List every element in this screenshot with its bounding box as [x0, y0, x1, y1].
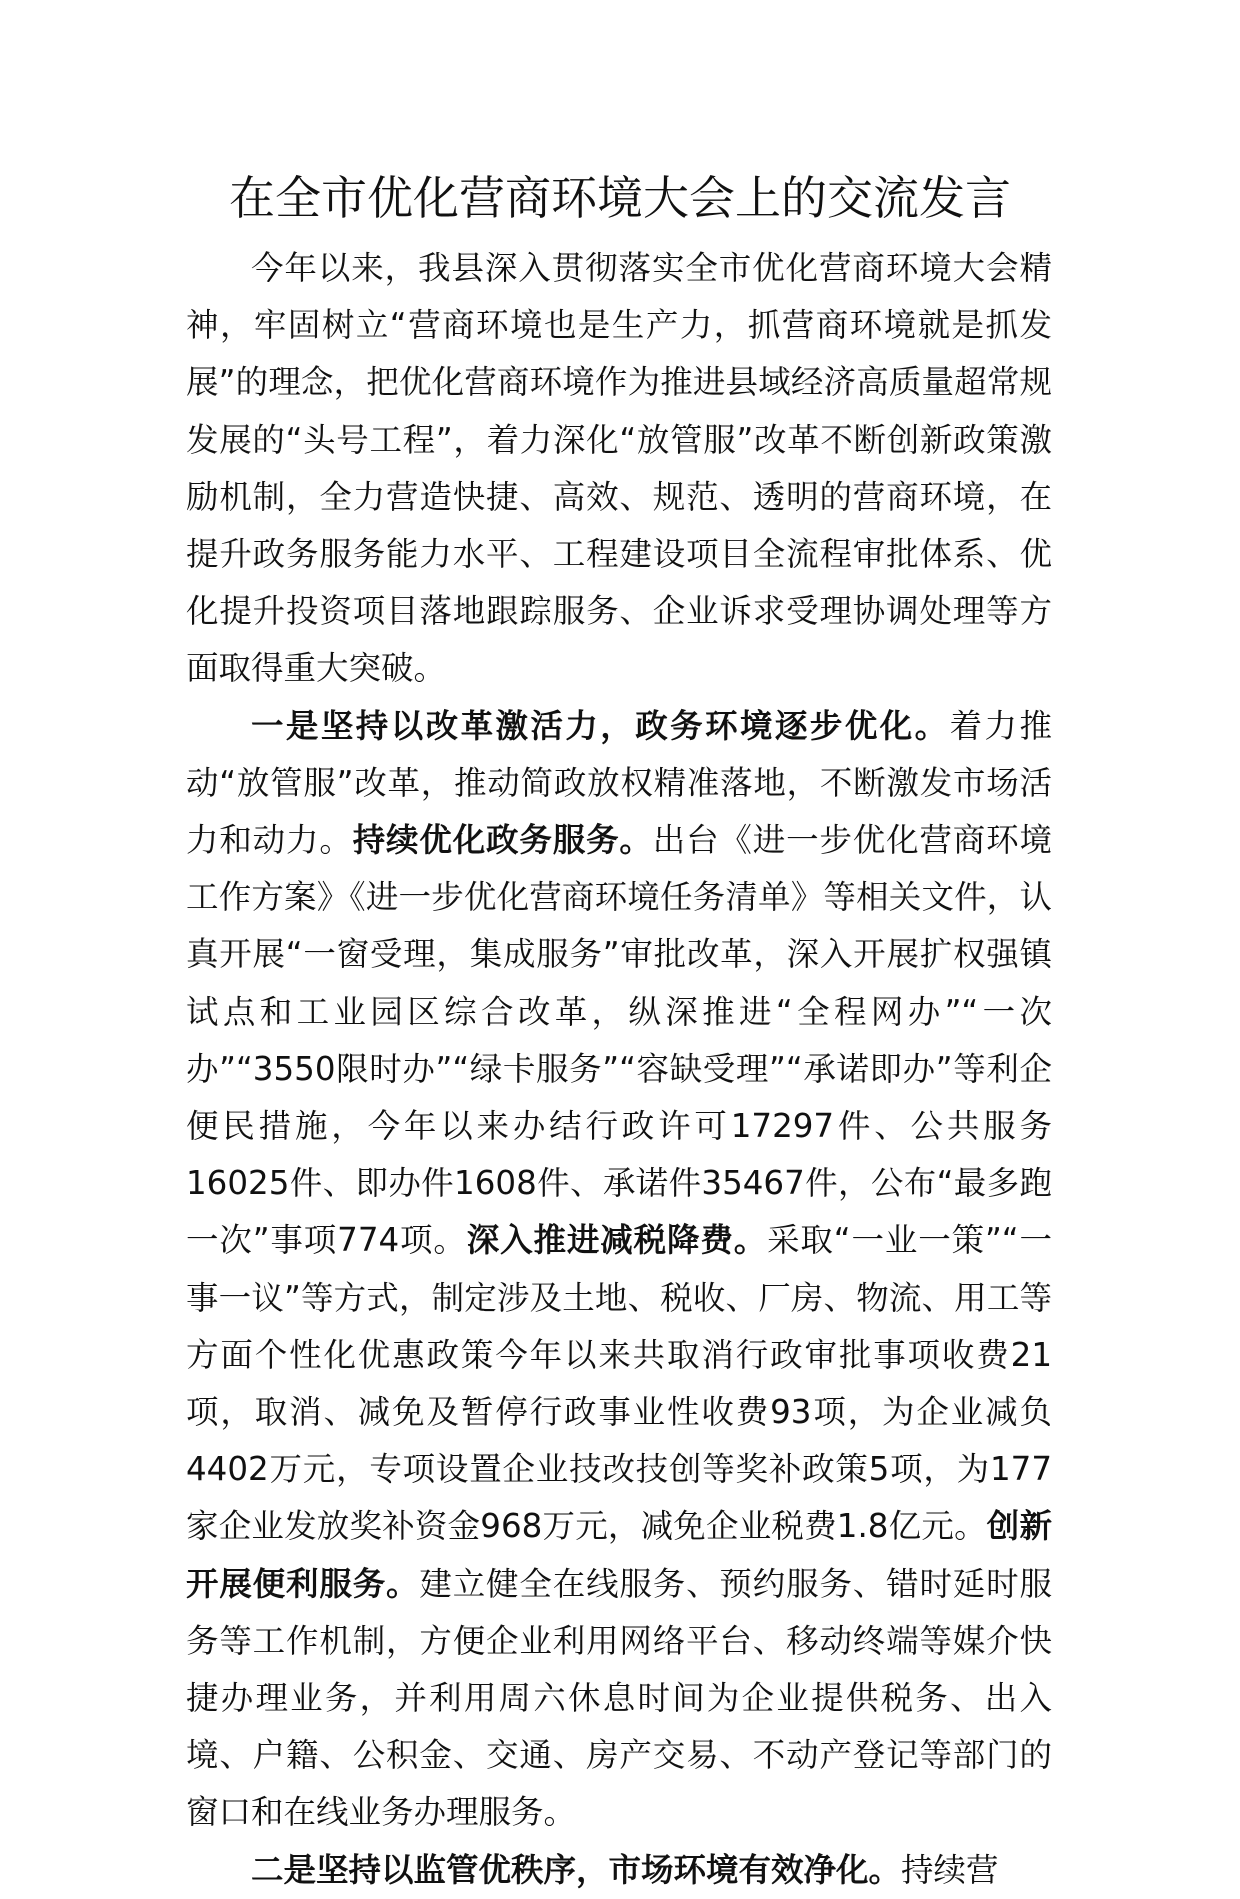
section-2-paragraph: [186, 1842, 1052, 1899]
section-1-heading: 一是坚持以改革激活力，政务环境逐步优化。: [251, 706, 950, 745]
section-1-paragraph: [186, 698, 1052, 1842]
subsection-3-heading: 创新开展便利服务。: [186, 1507, 1052, 1603]
subsection-3-text: 建立健全在线服务、预约服务、错时延时服务等工作机制，方便企业利用网络平台、移动终端等媒介快捷办理业务，并利用周六休息时间为企业提供税务、出入境、户籍、公积金、交通、房产交易、不动产登记等部门的窗口和在线业务办理服务。: [186, 1564, 1052, 1832]
subsection-1-text: 出台《进一步优化营商环境工作方案》《进一步优化营商环境任务清单》等相关文件，认真开展“一窗受理，集成服务”审批改革，深入开展扩权强镇试点和工业园区综合改革，纵深推进“全程网办”“一次办”“3550限时办”“绿卡服务”“容缺受理”“承诺即办”等利企便民措施，今年以来办结行政许可17297件、公共服务16025件、即办件1608件、承诺件35467件，公布“最多跑一次”事项774项。: [186, 821, 1052, 1260]
subsection-2-heading: 深入推进减税降费。: [466, 1221, 768, 1260]
section-1-text: 着力推动“放管服”改革，推动简政放权精准落地，不断激发市场活力和动力。: [186, 706, 1052, 860]
subsection-1-heading: 持续优化政务服务。: [352, 821, 653, 860]
section-2-text: 持续营: [901, 1850, 999, 1889]
intro-paragraph: 今年以来，我县深入贯彻落实全市优化营商环境大会精神，牢固树立“营商环境也是生产力，抓营商环境就是抓发展”的理念，把优化营商环境作为推进县域经济高质量超常规发展的“头号工程”，着力深化“放管服”改革不断创新政策激励机制，全力营造快捷、高效、规范、透明的营商环境，在提升政务服务能力水平、工程建设项目全流程审批体系、优化提升投资项目落地跟踪服务、企业诉求受理协调处理等方面取得重大突破。: [186, 249, 1052, 688]
document-body: [186, 240, 1052, 1899]
subsection-2-text: 采取“一业一策”“一事一议”等方式，制定涉及土地、税收、厂房、物流、用工等方面个性化优惠政策今年以来共取消行政审批事项收费21项，取消、减免及暂停行政事业性收费93项，为企业减负4402万元，专项设置企业技改技创等奖补政策5项，为177家企业发放奖补资金968万元，减免企业税费1.8亿元。: [186, 1221, 1052, 1546]
document-title: 在全市优化营商环境大会上的交流发言: [229, 171, 1011, 225]
section-2-heading: 二是坚持以监管优秩序，市场环境有效净化。: [251, 1850, 902, 1889]
